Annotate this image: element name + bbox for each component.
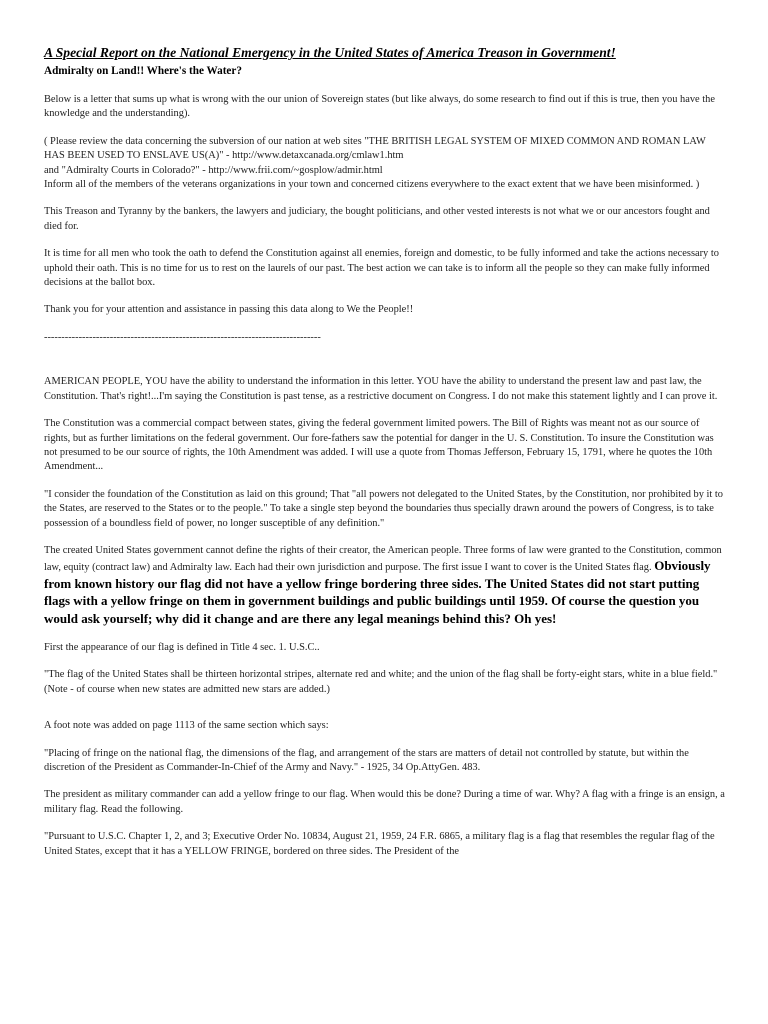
letter-paragraph-6: "The flag of the United States shall be thirteen horizontal stripes, alternate red and white; and the union of the flag shall be forty-eight stars, white in a blue field." (Note - of course when new states are admitted new stars are added.) [44,669,718,695]
letter-paragraph-2: The Constitution was a commercial compact between states, giving the federal government limited powers. The Bill of Rights was meant not as our source of rights, but as further limitations on the federal government. Our fore-fathers saw the potential for danger in the U. S. Constitution. To insure the Constitution was not presumed to be our source of rights, the 10th Amendment was added. I will use a quote from Thomas Jefferson, February 15, 1791, where he quotes the 10th Amendment... [44,418,714,473]
intro-paragraph-2-line-c: Inform all of the members of the veterans organizations in your town and concerned citizens everywhere to the exact extent that we have been misinformed. ) [44,179,700,191]
intro-paragraph-2 [44,135,725,193]
intro-paragraph-1: Below is a letter that sums up what is wrong with the our union of Sovereign states (but like always, do some research to find out if this is true, then you have the knowledge and the understanding). [44,94,715,120]
report-subtitle: Admiralty on Land!! Where's the Water? [44,65,242,77]
section-divider: -------------------------------------------------------------------------------- [44,331,321,343]
letter-paragraph-1: AMERICAN PEOPLE, YOU have the ability to understand the information in this letter. YOU have the ability to understand the present law and past law, the Constitution. That's right!...I'm saying the Constitution is past tense, as a restrictive document on Congress. I do not make this statement lightly and I can prove it. [44,376,718,402]
letter-paragraph-4-normal: The created United States government cannot define the rights of their creator, the American people. Three forms of law were granted to the Constitution, common law, equity (contract law) and Admiralty law. Each had their own jurisdiction and purpose. The first issue I want to cover is the United States flag. [44,544,722,574]
intro-paragraph-4: It is time for all men who took the oath to defend the Constitution against all enemies, foreign and domestic, to be fully informed and take the actions necessary to uphold their oath. This is no time for us to rest on the laurels of our past. The best action we can take is to inform all the people so they can make fully informed decisions at the ballot box. [44,248,719,289]
letter-paragraph-7: A foot note was added on page 1113 of the same section which says: [44,720,329,732]
report-title: A Special Report on the National Emergency in the United States of America Treason in Government! [44,45,616,60]
intro-paragraph-5: Thank you for your attention and assistance in passing this data along to We the People!! [44,304,414,316]
letter-paragraph-4 [44,544,725,628]
document-page [44,45,725,859]
intro-paragraph-2-line-a: ( Please review the data concerning the subversion of our nation at web sites "THE BRITISH LEGAL SYSTEM OF MIXED COMMON AND ROMAN LAW HAS BEEN USED TO ENSLAVE US(A)" - http://www.detaxcanada.org/cmlaw1.htm [44,135,706,162]
intro-paragraph-3: This Treason and Tyranny by the bankers, the lawyers and judiciary, the bought politicians, and other vested interests is not what we or our ancestors fought and died for. [44,206,710,232]
letter-paragraph-3: "I consider the foundation of the Constitution as laid on this ground; That "all powers not delegated to the United States, by the Constitution, nor prohibited by it to the States, are reserved to the States or to the people." To take a single step beyond the boundaries thus specially drawn around the powers of Congress, is to take possession of a boundless field of power, no longer susceptible of any definition." [44,488,723,529]
letter-paragraph-8: "Placing of fringe on the national flag, the dimensions of the flag, and arrangement of the stars are matters of detail not controlled by statute, but within the discretion of the President as Commander-In-Chief of the Army and Navy." - 1925, 34 Op.AttyGen. 483. [44,747,689,773]
intro-paragraph-2-line-b: and "Admiralty Courts in Colorado?" - http://www.frii.com/~gosplow/admir.html [44,164,383,176]
letter-paragraph-5: First the appearance of our flag is defined in Title 4 sec. 1. U.S.C.. [44,641,320,653]
letter-paragraph-9: The president as military commander can add a yellow fringe to our flag. When would this be done? During a time of war. Why? A flag with a fringe is an ensign, a military flag. Read the following. [44,789,725,815]
letter-paragraph-10: "Pursuant to U.S.C. Chapter 1, 2, and 3; Executive Order No. 10834, August 21, 1959, 24 F.R. 6865, a military flag is a flag that resembles the regular flag of the United States, except that it has a YELLOW FRINGE, bordered on three sides. The President of the [44,831,715,857]
flag-fringe-emphasis: Obviously from known history our flag did not have a yellow fringe bordering three sides. The United States did not start putting flags with a yellow fringe on them in government buildings and public buildings until 1959. Of course the question you would ask yourself; why did it change and are there any legal meanings behind this? Oh yes! [44,558,711,626]
